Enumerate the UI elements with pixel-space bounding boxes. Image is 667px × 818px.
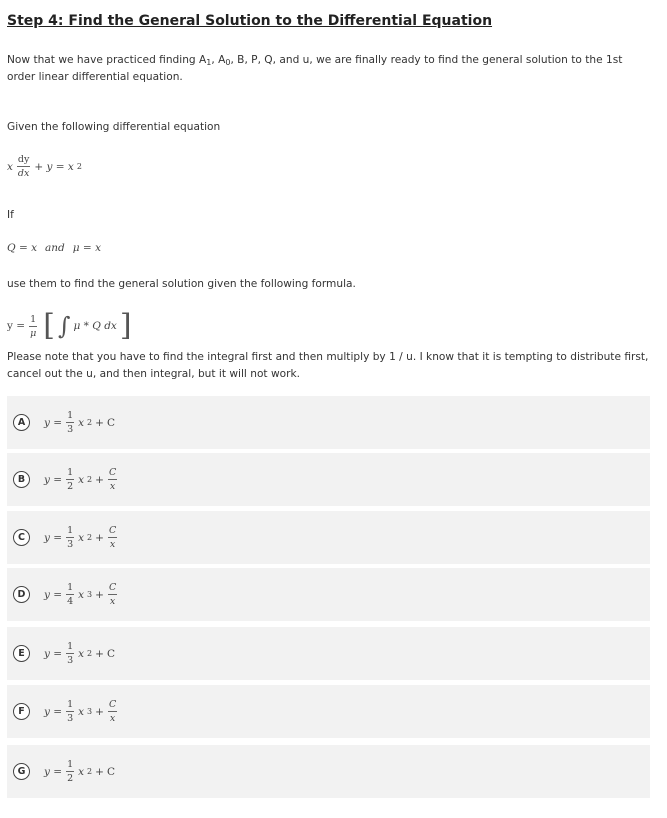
option-frac-denominator: 3 xyxy=(67,655,74,666)
fraction-bar xyxy=(66,479,74,480)
option-equation: y = $\frac{1}{4}$ x 3 + $\frac{C}{x}$ xyxy=(44,582,117,607)
condition-and: and xyxy=(45,242,65,254)
option-c-denominator: x xyxy=(109,481,116,492)
intro-text-middle: , A xyxy=(211,54,226,66)
option-letter-radio[interactable]: B xyxy=(13,471,30,488)
option-frac-numerator: 1 xyxy=(67,699,74,710)
option-equation: y = $\frac{1}{3}$ x 2 + C xyxy=(44,410,115,435)
option-lhs: y = xyxy=(44,588,63,601)
use-label: use them to find the general solution given the following formula. xyxy=(7,278,356,290)
option-c-numerator: C xyxy=(108,467,117,478)
option-variable: x xyxy=(78,473,85,486)
option-lhs: y = xyxy=(44,647,63,660)
option-fraction xyxy=(66,410,74,435)
option-variable: x xyxy=(78,416,85,429)
option-constant: C xyxy=(106,416,115,429)
option-fraction xyxy=(66,582,74,607)
if-label: If xyxy=(7,209,14,221)
option-lhs: y = xyxy=(44,473,63,486)
option-frac-denominator: 3 xyxy=(67,713,74,724)
option-letter-radio[interactable]: E xyxy=(13,645,30,662)
option-frac-denominator: 2 xyxy=(67,481,74,492)
option-fraction xyxy=(66,641,74,666)
option-frac-denominator: 2 xyxy=(67,773,74,784)
option-letter-radio[interactable]: C xyxy=(13,529,30,546)
option-equation: y = $\frac{1}{2}$ x 2 + $\frac{C}{x}$ xyxy=(44,467,117,492)
integral-icon: ∫ xyxy=(57,312,71,340)
differential-equation: x $\frac{dy}{dx}$ + y = x 2 xyxy=(7,154,82,179)
option-fraction xyxy=(66,467,74,492)
fraction-bar xyxy=(66,653,74,654)
fraction-bar xyxy=(66,537,74,538)
answer-option-e[interactable] xyxy=(7,627,650,680)
intro-paragraph xyxy=(7,52,637,86)
de-deriv-numerator: dy xyxy=(17,154,30,165)
option-c-denominator: x xyxy=(109,713,116,724)
option-variable: x xyxy=(78,531,85,544)
option-frac-numerator: 1 xyxy=(67,467,74,478)
option-fraction xyxy=(66,759,74,784)
option-equation: y = $\frac{1}{3}$ x 2 + $\frac{C}{x}$ xyxy=(44,525,117,550)
option-c-denominator: x xyxy=(109,539,116,550)
option-variable: x xyxy=(78,647,85,660)
fraction-bar xyxy=(29,326,37,327)
answer-option-f[interactable] xyxy=(7,685,650,738)
option-letter-radio[interactable]: D xyxy=(13,586,30,603)
option-lhs: y = xyxy=(44,531,63,544)
option-frac-denominator: 3 xyxy=(67,424,74,435)
fraction-bar xyxy=(66,594,74,595)
option-frac-numerator: 1 xyxy=(67,759,74,770)
intro-text-after: , B, P, Q, and u, we are finally ready to find the general solution to the 1st order linear differential equation. xyxy=(7,54,623,83)
option-equation: y = $\frac{1}{3}$ x 3 + $\frac{C}{x}$ xyxy=(44,699,117,724)
intro-subscript-1: 1 xyxy=(206,58,212,67)
de-rest: + y = x xyxy=(34,160,74,173)
de-derivative xyxy=(17,154,30,179)
option-plus: + xyxy=(95,647,104,660)
option-frac-numerator: 1 xyxy=(67,582,74,593)
option-lhs: y = xyxy=(44,416,63,429)
option-fraction xyxy=(66,525,74,550)
option-plus: + xyxy=(95,588,104,601)
answer-option-a[interactable] xyxy=(7,396,650,449)
condition-mu: μ = x xyxy=(72,242,101,254)
option-constant: C xyxy=(106,765,115,778)
formula-integrand: μ * Q dx xyxy=(73,320,117,332)
formula-close-bracket: ] xyxy=(119,308,132,343)
option-c-numerator: C xyxy=(108,525,117,536)
option-letter-radio[interactable]: F xyxy=(13,703,30,720)
fraction-bar xyxy=(108,711,117,712)
option-letter-radio[interactable]: G xyxy=(13,763,30,780)
option-plus: + xyxy=(95,705,104,718)
general-formula xyxy=(7,308,132,343)
fraction-bar xyxy=(108,594,117,595)
intro-subscript-0: 0 xyxy=(225,58,231,67)
option-frac-numerator: 1 xyxy=(67,410,74,421)
given-label: Given the following differential equation xyxy=(7,121,221,133)
answer-option-g[interactable] xyxy=(7,745,650,798)
formula-frac-numerator: 1 xyxy=(30,313,37,325)
option-constant: C xyxy=(106,647,115,660)
answer-option-c[interactable] xyxy=(7,511,650,564)
option-c-fraction xyxy=(108,582,117,607)
option-variable: x xyxy=(78,765,85,778)
fraction-bar xyxy=(66,422,74,423)
option-variable: x xyxy=(78,588,85,601)
option-fraction xyxy=(66,699,74,724)
option-lhs: y = xyxy=(44,765,63,778)
option-plus: + xyxy=(95,765,104,778)
condition-q: Q = x xyxy=(7,242,38,254)
option-plus: + xyxy=(95,473,104,486)
option-plus: + xyxy=(95,416,104,429)
fraction-bar xyxy=(108,479,117,480)
option-c-fraction xyxy=(108,467,117,492)
fraction-bar xyxy=(108,537,117,538)
fraction-bar xyxy=(66,711,74,712)
option-frac-numerator: 1 xyxy=(67,641,74,652)
page-title: Step 4: Find the General Solution to the Differential Equation xyxy=(7,13,493,29)
option-equation: y = $\frac{1}{3}$ x 2 + C xyxy=(44,641,115,666)
option-c-fraction xyxy=(108,699,117,724)
note-paragraph: Please note that you have to find the integral first and then multiply by 1 / u. I know that it is tempting to distribute first, cancel out the u, and then integral, but it will not work. xyxy=(7,351,649,380)
answer-option-b[interactable] xyxy=(7,453,650,506)
formula-lhs: y = xyxy=(7,320,26,332)
option-frac-denominator: 3 xyxy=(67,539,74,550)
fraction-bar xyxy=(66,771,74,772)
option-frac-denominator: 4 xyxy=(67,596,74,607)
de-coefficient: x xyxy=(7,160,13,173)
condition-equation xyxy=(7,242,101,254)
answer-option-d[interactable] xyxy=(7,568,650,621)
formula-open-bracket: [ xyxy=(43,308,55,343)
formula-fraction xyxy=(29,314,37,339)
option-c-numerator: C xyxy=(108,582,117,593)
option-equation: y = $\frac{1}{2}$ x 2 + C xyxy=(44,759,115,784)
option-c-numerator: C xyxy=(108,699,117,710)
option-frac-numerator: 1 xyxy=(67,525,74,536)
option-c-fraction xyxy=(108,525,117,550)
option-variable: x xyxy=(78,705,85,718)
option-c-denominator: x xyxy=(109,596,116,607)
option-lhs: y = xyxy=(44,705,63,718)
intro-text-before: Now that we have practiced finding A xyxy=(7,54,207,66)
de-deriv-denominator: dx xyxy=(17,168,30,179)
fraction-bar xyxy=(17,166,30,167)
formula-frac-denominator: μ xyxy=(30,327,37,339)
option-plus: + xyxy=(95,531,104,544)
option-letter-radio[interactable]: A xyxy=(13,414,30,431)
